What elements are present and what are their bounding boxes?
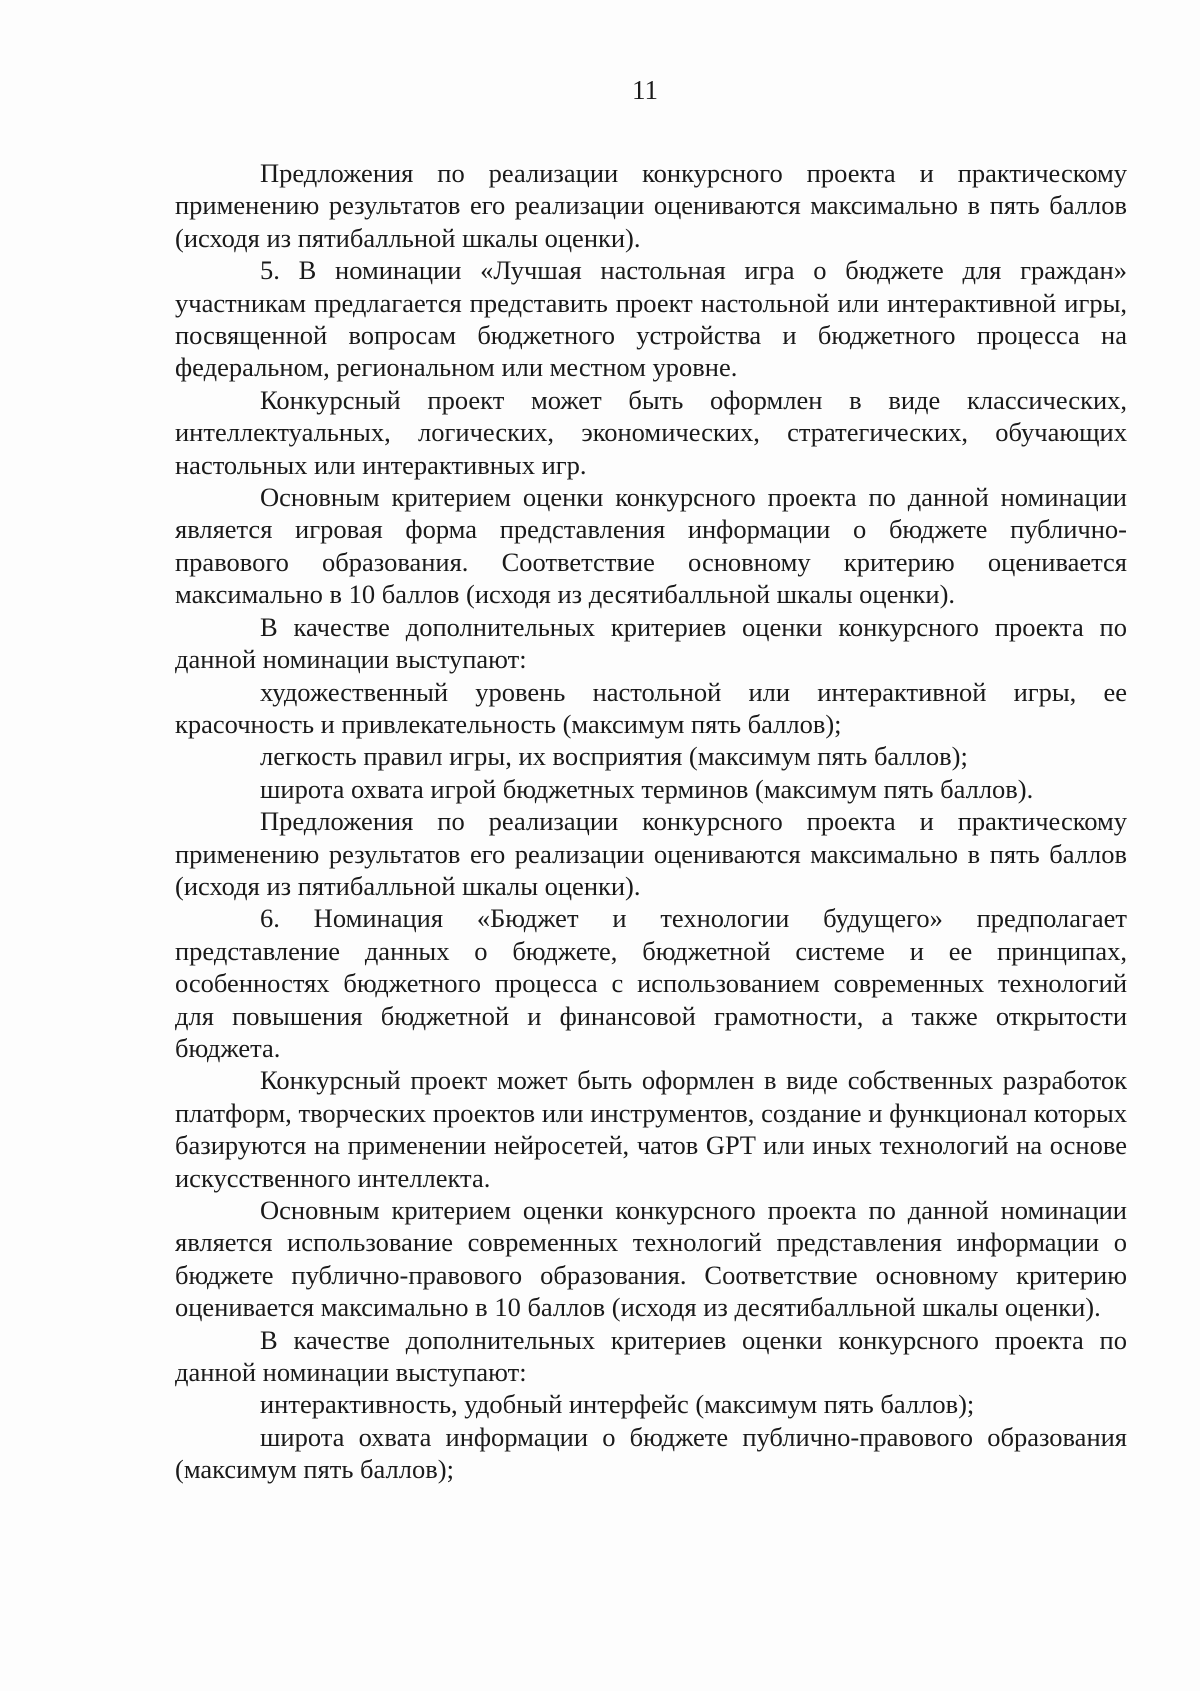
paragraph-nomination-5: 5. В номинации «Лучшая настольная игра о бюджете для граждан» участникам предлагается представить проект настольной или интерактивной игры, посвященной вопросам бюджетного устройства и бюджетного процесса на федеральном, региональном или местном уровне. [175, 255, 1127, 383]
page-number: 11 [632, 75, 658, 105]
paragraph-project-form-games: Конкурсный проект может быть оформлен в виде классических, интеллектуальных, логических, экономических, стратегических, обучающих настольных или интерактивных игр. [175, 384, 1127, 480]
paragraph-nomination-6: 6. Номинация «Бюджет и технологии будущего» предполагает представление данных о бюджете, бюджетной системе и ее принципах, особенностях бюджетного процесса с использованием современных технологий для повышения бюджетной и финансовой грамотности, а также открытости бюджета. [175, 903, 1127, 1063]
paragraph-criterion-info-coverage: широта охвата информации о бюджете публично-правового образования (максимум пять баллов); [175, 1421, 1127, 1485]
paragraph-project-form-tech: Конкурсный проект может быть оформлен в виде собственных разработок платформ, творческих проектов или инструментов, создание и функционал которых базируются на применении нейросетей, чатов GPT или иных технологий на основе искусственного интеллекта. [175, 1065, 1127, 1193]
paragraph-additional-criteria-intro-2: В качестве дополнительных критериев оценки конкурсного проекта по данной номинации выступают: [175, 1324, 1127, 1388]
paragraph-proposals-1: Предложения по реализации конкурсного проекта и практическому применению результатов его реализации оцениваются максимально в пять баллов (исходя из пятибалльной шкалы оценки). [175, 158, 1127, 253]
paragraph-criterion-terms-coverage: широта охвата игрой бюджетных терминов (максимум пять баллов). [260, 773, 1034, 804]
paragraph-additional-criteria-intro-1: В качестве дополнительных критериев оценки конкурсного проекта по данной номинации выступают: [175, 611, 1127, 675]
paragraph-main-criterion-games: Основным критерием оценки конкурсного проекта по данной номинации является игровая форма представления информации о бюджете публично-правового образования. Соответствие основному критерию оценивается максимально в 10 баллов (исходя из десятибалльной шкалы оценки). [175, 482, 1127, 610]
paragraph-main-criterion-tech: Основным критерием оценки конкурсного проекта по данной номинации является использование современных технологий представления информации о бюджете публично-правового образования. Соответствие основному критерию оценивается максимально в 10 баллов (исходя из десятибалльной шкалы оценки). [175, 1195, 1127, 1323]
document-body [175, 157, 1127, 1486]
paragraph-criterion-artistic-level: художественный уровень настольной или интерактивной игры, ее красочность и привлекательность (максимум пять баллов); [175, 676, 1127, 739]
paragraph-criterion-rules-ease: легкость правил игры, их восприятия (максимум пять баллов); [260, 741, 968, 772]
paragraph-proposals-2: Предложения по реализации конкурсного проекта и практическому применению результатов его реализации оцениваются максимально в пять баллов (исходя из пятибалльной шкалы оценки). [175, 806, 1127, 901]
paragraph-criterion-interactivity: интерактивность, удобный интерфейс (максимум пять баллов); [260, 1389, 975, 1420]
